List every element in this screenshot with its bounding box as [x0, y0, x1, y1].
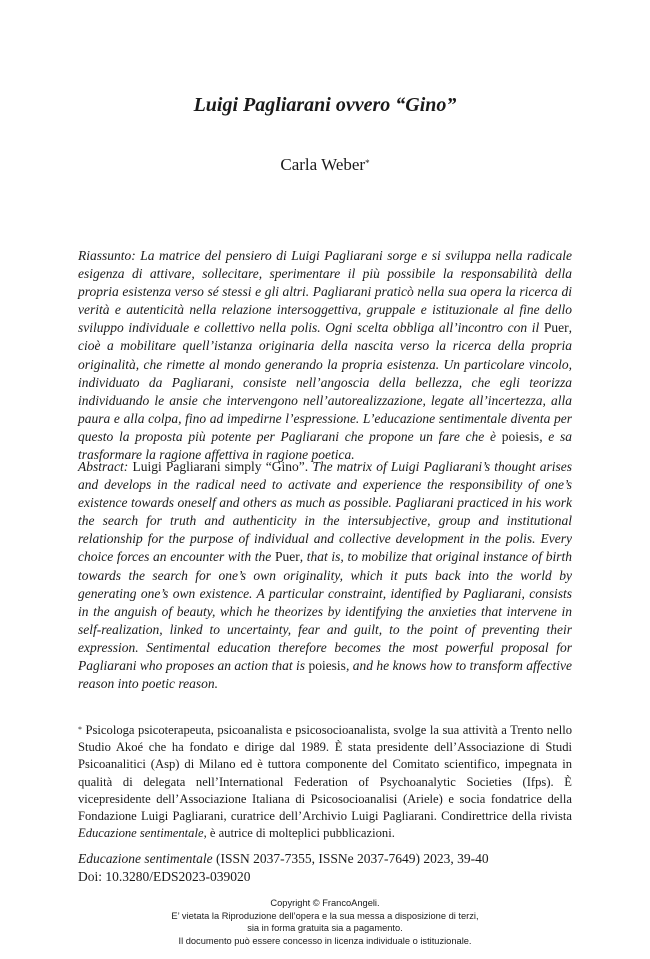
copyright-line: Il documento può essere concesso in licenza individuale o istituzionale.	[178, 935, 472, 946]
footnote-journal-name: Educazione sentimentale	[78, 826, 204, 841]
copyright-line: E’ vietata la Riproduzione dell’opera e la sua messa a disposizione di terzi,	[171, 910, 479, 921]
copyright-line: Copyright © FrancoAngeli.	[270, 898, 380, 908]
author-footnote	[78, 722, 572, 842]
abstract-english-title: Luigi Pagliarani simply “Gino”.	[128, 459, 309, 474]
author-footnote-marker: *	[365, 158, 370, 168]
riassunto-text-part3: , e sa trasformare la ragione affettiva in ragione poetica.	[78, 428, 572, 463]
copyright-line: sia in forma gratuita sia a pagamento.	[247, 923, 403, 933]
abstract-paragraph	[78, 458, 572, 693]
riassunto-paragraph	[78, 247, 572, 464]
author-name: Carla Weber	[280, 155, 366, 174]
citation-issn-line	[78, 850, 572, 868]
riassunto-term-poiesis: poiesis	[501, 428, 540, 444]
abstract-term-puer: Puer	[274, 549, 300, 565]
abstract-label: Abstract:	[78, 459, 129, 474]
citation-journal-name: Educazione sentimentale	[78, 851, 213, 866]
journal-citation	[78, 850, 572, 886]
footnote-text-part1: Psicologa psicoterapeuta, psicoanalista e psicosocioanalista, svolge la sua attività a Trento nello Studio Akoé che ha fondato e dirige dal 1989. È stata presidente dell’Associazione di Studi Psicoanalitici (Asp) di Milano ed è tuttora componente del Comitato scientifico, impegnata in qualità di delegata nell’International Federation of Psychoanalytic Societies (Ifps). È vicepresidente dell’Associazione Italiana di Psicosocioanalisi (Ariele) e socia fondatrice della Fondazione Luigi Pagliarani, curatrice dell’Archivio Luigi Pagliarani. Condirettrice della rivista	[78, 723, 572, 824]
citation-issn: (ISSN 2037-7355, ISSNe 2037-7649) 2023, 39-40	[212, 851, 489, 866]
riassunto-text-part2: , cioè a mobilitare quell’istanza originaria della nascita verso la ricerca della propria originalità, che rimette al mondo generando la propria esistenza. Un particolare vincolo, individuato da Pagliarani, consiste nell’angoscia della bellezza, che egli teorizza individuando le ansie che intervengono nell’autorealizzazione, legate all’incertezza, alla paura e alla colpa, fino ad impedirne l’espressione. L’educazione sentimentale diventa per questo la proposta più potente per Pagliarani che propone un fare che è	[78, 320, 572, 444]
copyright-notice	[0, 897, 650, 947]
abstract-text-part3: , and he knows how to transform affective reason into poetic reason.	[78, 658, 572, 692]
abstract-text-part2: , that is, to mobilize that original instance of birth towards the search for one’s own originality, which it puts back into the world by generating one’s own existence. A particular constraint, identified by Pagliarani, consists in the anguish of beauty, which he theorizes by identifying the anxieties that intervene in self-realization, linked to uncertainty, fear and guilt, to the point of preventing their expression. Sentimental education therefore becomes the most powerful proposal for Pagliarani who proposes an action that is	[78, 549, 572, 674]
riassunto-term-puer: Puer	[543, 320, 569, 336]
abstract-text-part1: The matrix of Luigi Pagliarani’s thought arises and develops in the radical need to activate and experience the responsibility of one’s existence towards oneself and others as much as possible. Pagliarani practiced in his work the search for truth and authenticity in the intersubjective, group and institutional relationship for the purpose of individual and collective development in the polis. Every choice forces an encounter with the	[78, 459, 572, 565]
riassunto-text-part1: La matrice del pensiero di Luigi Pagliarani sorge e si sviluppa nella radicale esigenza di attivare, sollecitare, sperimentare il più possibile la responsabilità della propria esistenza verso sé stessi e gli altri. Pagliarani praticò nella sua opera la ricerca di verità e autenticità nella relazione intersoggettiva, gruppale e istituzionale al fine dello sviluppo individuale e collettivo nella polis. Ogni scelta obbliga all’incontro con il	[78, 248, 572, 336]
riassunto-label: Riassunto:	[78, 248, 136, 263]
footnote-text-part2: , è autrice di molteplici pubblicazioni.	[203, 826, 395, 841]
footnote-marker: *	[78, 725, 82, 734]
abstract-term-poiesis: poiesis	[308, 658, 346, 674]
citation-doi: Doi: 10.3280/EDS2023-039020	[78, 869, 251, 884]
author-line	[0, 154, 650, 176]
paper-title: Luigi Pagliarani ovvero “Gino”	[193, 94, 457, 116]
